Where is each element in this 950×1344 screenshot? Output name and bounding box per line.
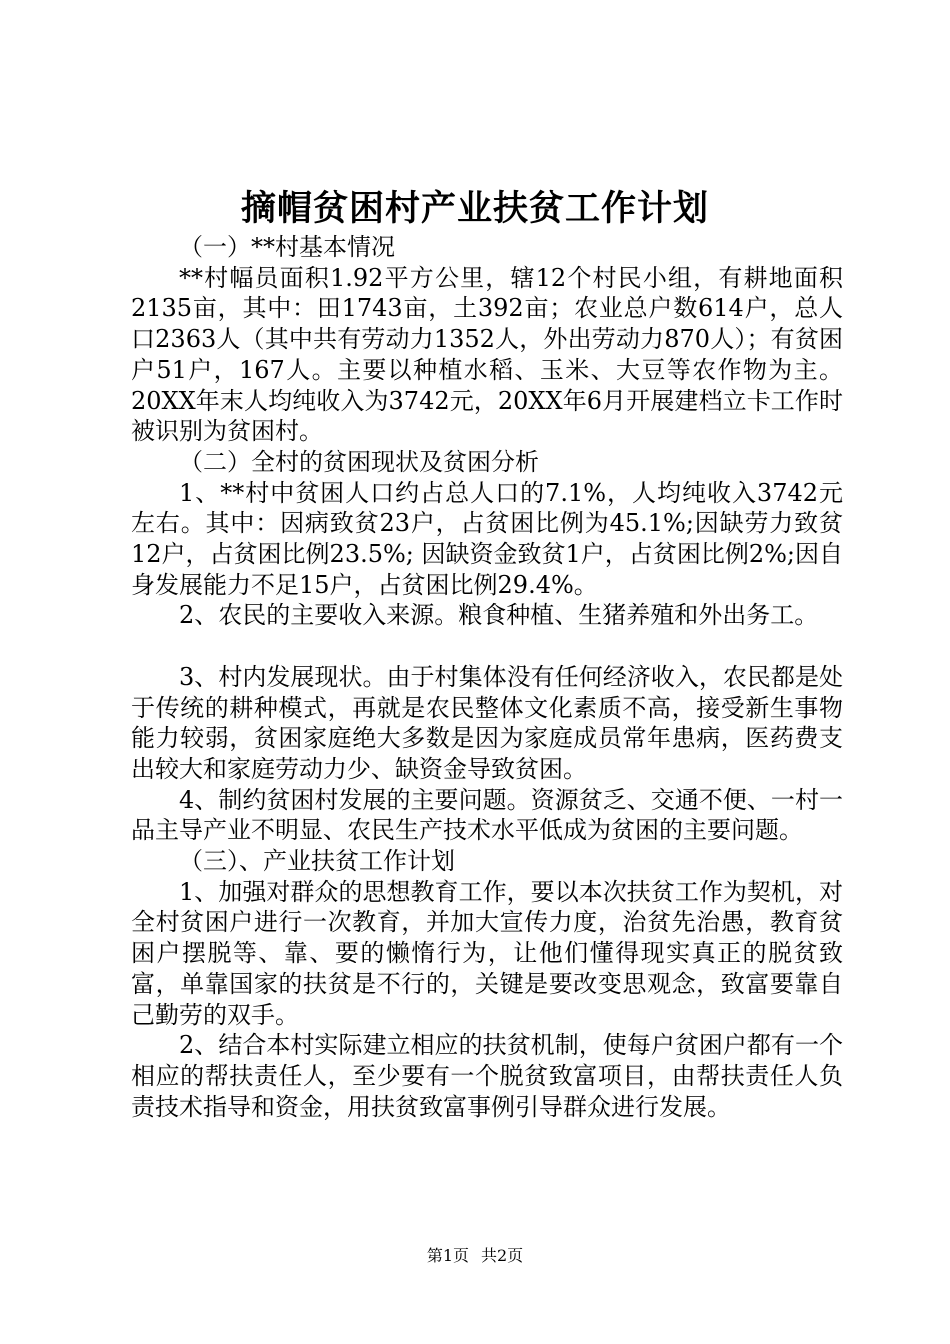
paragraph-basic-info: **村幅员面积1.92平方公里，辖12个村民小组，有耕地面积2135亩，其中：田1743亩，土392亩；农业总户数614户，总人口2363人（其中共有劳动力1352人，外出劳动力870人）；有贫困户51户，167人。主要以种植水稻、玉米、大豆等农作物为主。20XX年末人均纯收入为3742元，20XX年6月开展建档立卡工作时被识别为贫困村。	[131, 263, 843, 446]
paragraph-development-status: 3、村内发展现状。由于村集体没有任何经济收入，农民都是处于传统的耕种模式，再就是农民整体文化素质不高，接受新生事物能力较弱，贫困家庭绝大多数是因为家庭成员常年患病，医药费支出较大和家庭劳动力少、缺资金导致贫困。	[131, 662, 843, 783]
section-heading-poverty-analysis: （二）全村的贫困现状及贫困分析	[179, 447, 539, 476]
section-heading-basic-info: （一）**村基本情况	[179, 233, 395, 261]
section-heading-work-plan: （三）、产业扶贫工作计划	[179, 847, 455, 876]
paragraph-poverty-population: 1、**村中贫困人口约占总人口的7.1%，人均纯收入3742元左右。其中：因病致贫23户，占贫困比例为45.1%;因缺劳力致贫12户，占贫困比例23.5%; 因缺资金致贫1户，占贫困比例2%;因自身发展能力不足15户，占贫困比例29.4%。	[131, 478, 843, 599]
page-number-current: 第1页	[426, 1246, 469, 1265]
paragraph-main-problems: 4、制约贫困村发展的主要问题。资源贫乏、交通不便、一村一品主导产业不明显、农民生产技术水平低成为贫困的主要问题。	[131, 785, 843, 845]
document-title: 摘帽贫困村产业扶贫工作计划	[240, 188, 709, 229]
page-footer	[0, 1245, 950, 1267]
paragraph-plan-mechanism: 2、结合本村实际建立相应的扶贫机制，使每户贫困户都有一个相应的帮扶责任人，至少要有一个脱贫致富项目，由帮扶责任人负责技术指导和资金，用扶贫致富事例引导群众进行发展。	[131, 1031, 843, 1121]
document-body	[131, 232, 843, 1122]
paragraph-income-sources: 2、农民的主要收入来源。粮食种植、生猪养殖和外出务工。	[179, 601, 819, 630]
paragraph-plan-education: 1、加强对群众的思想教育工作，要以本次扶贫工作为契机，对全村贫困户进行一次教育，并加大宣传力度，治贫先治愚，教育贫困户摆脱等、靠、要的懒惰行为，让他们懂得现实真正的脱贫致富，单靠国家的扶贫是不行的，关键是要改变思观念，致富要靠自己勤劳的双手。	[131, 877, 843, 1029]
page-number-total: 共2页	[481, 1246, 524, 1265]
